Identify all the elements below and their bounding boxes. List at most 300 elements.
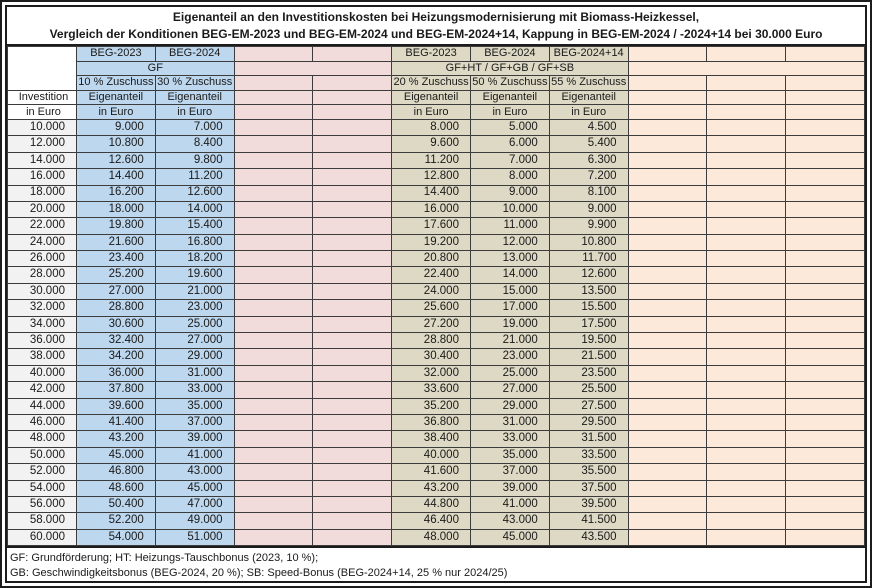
empty-cell	[313, 119, 392, 135]
empty-cell	[628, 185, 707, 201]
value-cell: 19.200	[392, 234, 471, 250]
empty-cell	[628, 447, 707, 463]
empty-cell	[628, 90, 707, 105]
col-header-beg-2024-olive: BEG-2024	[470, 47, 549, 62]
value-cell: 9.600	[392, 136, 471, 152]
empty-cell	[313, 76, 392, 91]
empty-cell	[628, 513, 707, 529]
empty-cell	[786, 365, 865, 381]
empty-cell	[786, 267, 865, 283]
empty-cell	[707, 283, 786, 299]
empty-cell	[628, 415, 707, 431]
value-cell: 43.000	[155, 464, 234, 480]
value-cell: 27.000	[155, 333, 234, 349]
value-cell: 29.000	[470, 398, 549, 414]
table-row	[8, 382, 865, 398]
value-cell: 16.800	[155, 234, 234, 250]
value-cell: 21.600	[77, 234, 156, 250]
empty-cell	[313, 365, 392, 381]
empty-cell	[628, 234, 707, 250]
value-cell: 7.000	[470, 152, 549, 168]
empty-cell	[234, 119, 313, 135]
empty-cell	[707, 267, 786, 283]
value-cell: 24.000	[392, 283, 471, 299]
value-cell: 22.000	[8, 218, 77, 234]
value-cell: 49.000	[155, 513, 234, 529]
value-cell: 47.000	[155, 496, 234, 512]
value-cell: 46.000	[8, 415, 77, 431]
empty-cell	[628, 136, 707, 152]
empty-cell	[234, 349, 313, 365]
empty-cell	[707, 431, 786, 447]
corner-cell	[8, 47, 77, 91]
empty-cell	[234, 382, 313, 398]
value-cell: 13.000	[470, 251, 549, 267]
value-cell: 50.000	[8, 447, 77, 463]
empty-cell	[313, 169, 392, 185]
empty-cell	[313, 464, 392, 480]
empty-cell	[707, 201, 786, 217]
empty-cell	[313, 316, 392, 332]
value-cell: 31.500	[549, 431, 628, 447]
table-row	[8, 349, 865, 365]
value-cell: 46.800	[77, 464, 156, 480]
empty-cell	[313, 283, 392, 299]
value-cell: 21.500	[549, 349, 628, 365]
empty-cell	[786, 496, 865, 512]
empty-cell	[707, 447, 786, 463]
table-header	[8, 47, 865, 120]
empty-cell	[234, 76, 313, 91]
value-cell: 45.000	[77, 447, 156, 463]
table-row	[8, 267, 865, 283]
empty-cell	[707, 415, 786, 431]
value-cell: 58.000	[8, 513, 77, 529]
value-cell: 19.500	[549, 333, 628, 349]
empty-cell	[313, 234, 392, 250]
value-cell: 19.800	[77, 218, 156, 234]
value-cell: 44.800	[392, 496, 471, 512]
value-cell: 50.400	[77, 496, 156, 512]
value-cell: 27.200	[392, 316, 471, 332]
zuschuss-55: 55 % Zuschuss	[551, 76, 627, 89]
empty-cell	[707, 185, 786, 201]
empty-cell	[628, 201, 707, 217]
value-cell: 9.000	[77, 119, 156, 135]
empty-cell	[313, 398, 392, 414]
empty-cell	[786, 105, 865, 120]
value-cell: 27.000	[470, 382, 549, 398]
empty-cell	[707, 529, 786, 545]
empty-cell	[786, 349, 865, 365]
empty-cell	[628, 496, 707, 512]
value-cell: 15.000	[470, 283, 549, 299]
empty-cell	[234, 185, 313, 201]
table-row	[8, 234, 865, 250]
value-cell: 33.000	[470, 431, 549, 447]
empty-cell	[786, 119, 865, 135]
empty-cell	[786, 76, 865, 91]
value-cell: 14.000	[155, 201, 234, 217]
value-cell: 48.000	[8, 431, 77, 447]
value-cell: 19.000	[470, 316, 549, 332]
value-cell: 35.200	[392, 398, 471, 414]
value-cell: 16.000	[392, 201, 471, 217]
empty-cell	[786, 333, 865, 349]
value-cell: 30.000	[8, 283, 77, 299]
value-cell: 39.000	[155, 431, 234, 447]
empty-cell	[313, 267, 392, 283]
empty-cell	[786, 513, 865, 529]
value-cell: 28.800	[77, 300, 156, 316]
empty-cell	[786, 201, 865, 217]
value-cell: 36.000	[8, 333, 77, 349]
empty-cell	[628, 333, 707, 349]
value-cell: 12.600	[155, 185, 234, 201]
table-row	[8, 496, 865, 512]
value-cell: 41.000	[470, 496, 549, 512]
empty-cell	[234, 398, 313, 414]
empty-cell	[786, 316, 865, 332]
empty-cell	[313, 349, 392, 365]
empty-cell	[313, 333, 392, 349]
empty-cell	[313, 300, 392, 316]
value-cell: 10.000	[8, 119, 77, 135]
table-row	[8, 136, 865, 152]
value-cell: 25.500	[549, 382, 628, 398]
empty-cell	[234, 300, 313, 316]
table-row	[8, 529, 865, 545]
empty-cell	[234, 415, 313, 431]
empty-cell	[786, 218, 865, 234]
value-cell: 11.200	[392, 152, 471, 168]
empty-cell	[628, 119, 707, 135]
value-cell: 12.000	[8, 136, 77, 152]
value-cell: 30.400	[392, 349, 471, 365]
value-cell: 18.200	[155, 251, 234, 267]
value-cell: 21.000	[155, 283, 234, 299]
value-cell: 25.000	[470, 365, 549, 381]
empty-cell	[234, 218, 313, 234]
empty-cell	[313, 152, 392, 168]
value-cell: 48.000	[392, 529, 471, 545]
value-cell: 9.900	[549, 218, 628, 234]
value-cell: 21.000	[470, 333, 549, 349]
value-cell: 5.000	[470, 119, 549, 135]
empty-cell	[707, 496, 786, 512]
value-cell: 31.000	[470, 415, 549, 431]
empty-cell	[313, 447, 392, 463]
value-cell: 43.000	[470, 513, 549, 529]
value-cell: 42.000	[8, 382, 77, 398]
value-cell: 36.000	[77, 365, 156, 381]
empty-cell	[707, 218, 786, 234]
value-cell: 52.000	[8, 464, 77, 480]
value-cell: 10.800	[549, 234, 628, 250]
table-row	[8, 431, 865, 447]
value-cell: 44.000	[8, 398, 77, 414]
empty-cell	[707, 365, 786, 381]
empty-cell	[313, 529, 392, 545]
value-cell: 41.400	[77, 415, 156, 431]
value-cell: 33.000	[155, 382, 234, 398]
value-cell: 33.600	[392, 382, 471, 398]
empty-cell	[707, 251, 786, 267]
empty-cell	[628, 61, 864, 76]
value-cell: 14.000	[8, 152, 77, 168]
empty-cell	[234, 529, 313, 545]
value-cell: 29.000	[155, 349, 234, 365]
value-cell: 14.400	[392, 185, 471, 201]
value-cell: 45.000	[155, 480, 234, 496]
row-axis-label-investition: Investition	[8, 90, 77, 105]
empty-cell	[628, 105, 707, 120]
value-cell: 37.000	[155, 415, 234, 431]
value-cell: 23.000	[470, 349, 549, 365]
empty-cell	[313, 480, 392, 496]
table-row	[8, 415, 865, 431]
value-cell: 15.400	[155, 218, 234, 234]
value-cell: 17.500	[549, 316, 628, 332]
empty-cell	[234, 333, 313, 349]
table-row	[8, 201, 865, 217]
empty-cell	[234, 283, 313, 299]
value-cell: 52.200	[77, 513, 156, 529]
empty-cell	[313, 47, 392, 62]
empty-cell	[234, 480, 313, 496]
empty-cell	[234, 169, 313, 185]
in-euro-label: in Euro	[155, 105, 234, 120]
empty-cell	[707, 152, 786, 168]
table-row	[8, 119, 865, 135]
value-cell: 26.000	[8, 251, 77, 267]
value-cell: 43.500	[549, 529, 628, 545]
value-cell: 12.600	[549, 267, 628, 283]
empty-cell	[313, 496, 392, 512]
col-header-beg-2024-14-olive: BEG-2024+14	[549, 47, 628, 62]
empty-cell	[628, 316, 707, 332]
table-row	[8, 218, 865, 234]
empty-cell	[786, 136, 865, 152]
empty-cell	[786, 234, 865, 250]
empty-cell	[786, 398, 865, 414]
page-title-line-1: Eigenanteil an den Investitionskosten bei Heizungsmodernisierung mit Biomass-Heizkessel,	[172, 10, 700, 24]
value-cell: 54.000	[77, 529, 156, 545]
empty-cell	[786, 415, 865, 431]
empty-cell	[628, 529, 707, 545]
col-header-beg-2023-blue: BEG-2023	[77, 47, 156, 62]
value-cell: 17.600	[392, 218, 471, 234]
value-cell: 17.000	[470, 300, 549, 316]
table-row	[8, 300, 865, 316]
empty-cell	[628, 267, 707, 283]
value-cell: 6.300	[549, 152, 628, 168]
empty-cell	[313, 201, 392, 217]
empty-cell	[707, 349, 786, 365]
empty-cell	[786, 251, 865, 267]
empty-cell	[313, 382, 392, 398]
value-cell: 20.000	[8, 201, 77, 217]
empty-cell	[786, 185, 865, 201]
empty-cell	[234, 464, 313, 480]
value-cell: 18.000	[8, 185, 77, 201]
empty-cell	[234, 152, 313, 168]
empty-cell	[786, 382, 865, 398]
value-cell: 28.800	[392, 333, 471, 349]
value-cell: 27.500	[549, 398, 628, 414]
value-cell: 8.000	[392, 119, 471, 135]
empty-cell	[628, 480, 707, 496]
empty-cell	[313, 218, 392, 234]
empty-cell	[234, 513, 313, 529]
empty-cell	[628, 283, 707, 299]
value-cell: 10.800	[77, 136, 156, 152]
value-cell: 12.800	[392, 169, 471, 185]
value-cell: 12.000	[470, 234, 549, 250]
in-euro-label: in Euro	[549, 105, 628, 120]
empty-cell	[707, 333, 786, 349]
table-row	[8, 316, 865, 332]
empty-cell	[234, 447, 313, 463]
empty-cell	[313, 415, 392, 431]
empty-cell	[786, 169, 865, 185]
value-cell: 37.800	[77, 382, 156, 398]
value-cell: 41.600	[392, 464, 471, 480]
value-cell: 24.000	[8, 234, 77, 250]
value-cell: 8.000	[470, 169, 549, 185]
value-cell: 25.600	[392, 300, 471, 316]
empty-cell	[234, 47, 313, 62]
value-cell: 23.400	[77, 251, 156, 267]
comparison-table	[7, 46, 865, 546]
table-row	[8, 480, 865, 496]
value-cell: 48.600	[77, 480, 156, 496]
empty-cell	[313, 513, 392, 529]
value-cell: 29.500	[549, 415, 628, 431]
table-row	[8, 169, 865, 185]
empty-cell	[786, 47, 865, 62]
empty-cell	[628, 398, 707, 414]
value-cell: 27.000	[77, 283, 156, 299]
header-row-periods	[8, 47, 865, 62]
table-row	[8, 185, 865, 201]
legend-line-1: GF: Grundförderung; HT: Heizungs-Tauschbonus (2023, 10 %);	[10, 551, 319, 564]
value-cell: 16.000	[8, 169, 77, 185]
empty-cell	[628, 76, 707, 91]
zuschuss-10: 10 % Zuschuss	[78, 76, 154, 89]
title-box	[7, 7, 865, 46]
legend-footer	[7, 546, 865, 581]
empty-cell	[234, 201, 313, 217]
in-euro-label: in Euro	[77, 105, 156, 120]
empty-cell	[628, 218, 707, 234]
value-cell: 25.200	[77, 267, 156, 283]
empty-cell	[786, 447, 865, 463]
value-cell: 54.000	[8, 480, 77, 496]
value-cell: 6.000	[470, 136, 549, 152]
empty-cell	[628, 251, 707, 267]
value-cell: 4.500	[549, 119, 628, 135]
empty-cell	[707, 316, 786, 332]
in-euro-label: in Euro	[470, 105, 549, 120]
table-row	[8, 283, 865, 299]
table-body	[8, 119, 865, 545]
empty-cell	[707, 119, 786, 135]
empty-cell	[234, 105, 313, 120]
value-cell: 51.000	[155, 529, 234, 545]
value-cell: 11.700	[549, 251, 628, 267]
table-row	[8, 447, 865, 463]
value-cell: 56.000	[8, 496, 77, 512]
empty-cell	[786, 90, 865, 105]
value-cell: 16.200	[77, 185, 156, 201]
table-row	[8, 398, 865, 414]
empty-cell	[786, 300, 865, 316]
funding-label-gf-bonus: GF+HT / GF+GB / GF+SB	[392, 61, 628, 76]
value-cell: 46.400	[392, 513, 471, 529]
value-cell: 11.200	[155, 169, 234, 185]
empty-cell	[628, 365, 707, 381]
value-cell: 23.000	[155, 300, 234, 316]
value-cell: 18.000	[77, 201, 156, 217]
empty-cell	[707, 90, 786, 105]
value-cell: 11.000	[470, 218, 549, 234]
empty-cell	[628, 47, 707, 62]
empty-cell	[628, 349, 707, 365]
empty-cell	[628, 464, 707, 480]
value-cell: 32.400	[77, 333, 156, 349]
value-cell: 12.600	[77, 152, 156, 168]
empty-cell	[628, 431, 707, 447]
value-cell: 33.500	[549, 447, 628, 463]
value-cell: 30.600	[77, 316, 156, 332]
empty-cell	[707, 464, 786, 480]
value-cell: 9.800	[155, 152, 234, 168]
eigenanteil-label: Eigenanteil	[549, 90, 628, 105]
value-cell: 7.000	[155, 119, 234, 135]
value-cell: 20.800	[392, 251, 471, 267]
value-cell: 39.500	[549, 496, 628, 512]
value-cell: 39.000	[470, 480, 549, 496]
value-cell: 34.000	[8, 316, 77, 332]
header-row-zuschuss	[8, 76, 865, 91]
value-cell: 32.000	[8, 300, 77, 316]
empty-cell	[234, 251, 313, 267]
value-cell: 5.400	[549, 136, 628, 152]
empty-cell	[707, 169, 786, 185]
empty-cell	[234, 316, 313, 332]
empty-cell	[234, 267, 313, 283]
empty-cell	[707, 105, 786, 120]
value-cell: 60.000	[8, 529, 77, 545]
empty-cell	[313, 185, 392, 201]
value-cell: 14.400	[77, 169, 156, 185]
in-euro-label: in Euro	[392, 105, 471, 120]
value-cell: 40.000	[392, 447, 471, 463]
empty-cell	[628, 300, 707, 316]
table-row	[8, 464, 865, 480]
empty-cell	[707, 300, 786, 316]
empty-cell	[234, 234, 313, 250]
value-cell: 32.000	[392, 365, 471, 381]
content-frame	[5, 5, 867, 583]
empty-cell	[313, 105, 392, 120]
eigenanteil-label: Eigenanteil	[392, 90, 471, 105]
empty-cell	[234, 61, 392, 76]
legend-line-2: GB: Geschwindigkeitsbonus (BEG-2024, 20 %); SB: Speed-Bonus (BEG-2024+14, 25 % nur 2024/25)	[10, 566, 508, 579]
page-title-line-2: Vergleich der Konditionen BEG-EM-2023 und BEG-EM-2024 und BEG-EM-2024+14, Kappung in BEG-EM-2024 / -2024+14 bei 30.000 Euro	[49, 27, 823, 41]
value-cell: 31.000	[155, 365, 234, 381]
